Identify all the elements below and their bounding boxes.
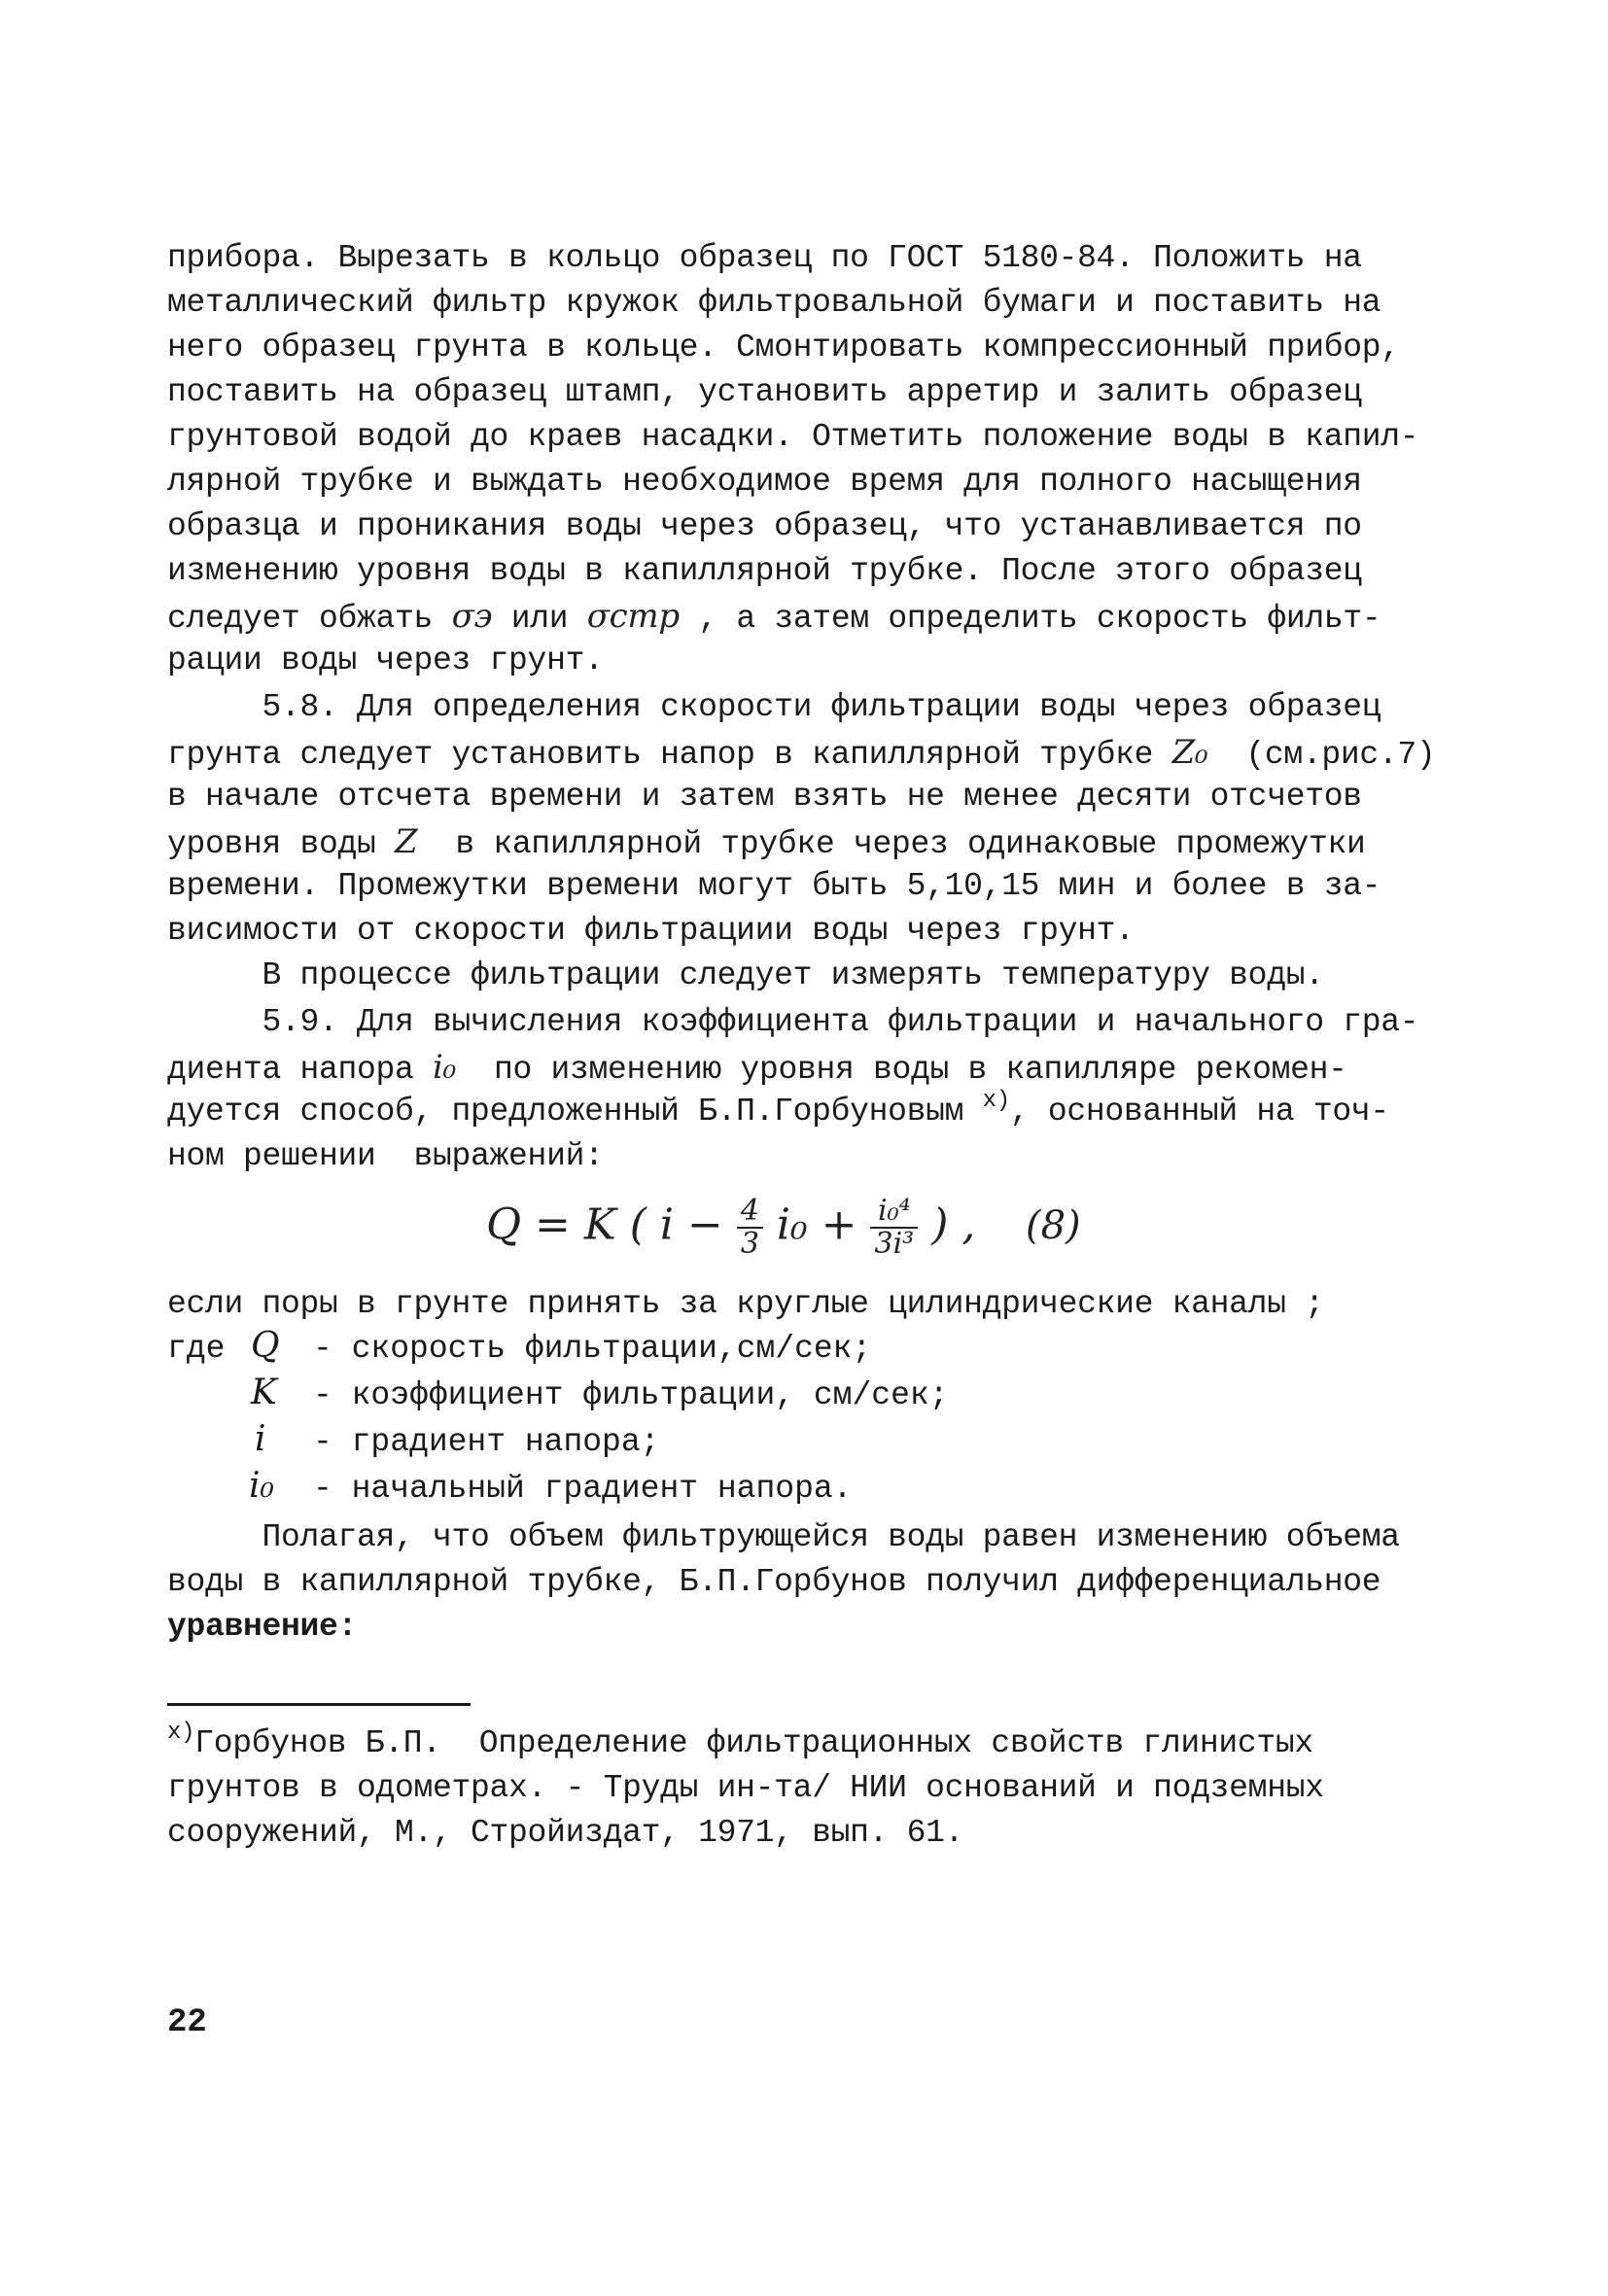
text-line: образца и проникания воды через образец, что устанавливается по <box>167 508 1362 544</box>
text-line-with-symbols: грунта следует установить напор в капиллярной трубке Z₀ (см.рис.7) <box>167 733 1436 773</box>
where-label: где <box>167 1331 226 1367</box>
footnote-line: $^{x)}$Горбунов Б.П. Определение фильтрационных свойств глинистых <box>167 1720 1313 1761</box>
text-line: изменению уровня воды в капиллярной трубке. После этого образец <box>167 553 1362 589</box>
sigma-e-symbol: σэ <box>451 597 493 636</box>
text-line: Полагая, что объем фильтрующейся воды равен изменению объема <box>167 1519 1400 1555</box>
legend-text: - градиент напора; <box>313 1424 660 1460</box>
legend-symbol-i: i <box>255 1419 266 1459</box>
footnote-line: сооружений, М., Стройиздат, 1971, вып. 61. <box>167 1815 964 1851</box>
text-line: В процессе фильтрации следует измерять температуру воды. <box>167 957 1324 993</box>
footnote-line: грунтов в одометрах. - Труды ин-та/ НИИ оснований и подземных <box>167 1770 1324 1806</box>
legend-symbol-i0: i₀ <box>249 1466 274 1506</box>
section-5-8-line: 5.8. Для определения скорости фильтрации воды через образец <box>167 689 1381 725</box>
text-line: прибора. Вырезать в кольцо образец по ГОСТ 5180-84. Положить на <box>167 240 1362 276</box>
text-line: висимости от скорости фильтрациии воды через грунт. <box>167 913 1135 949</box>
text-line: воды в капиллярной трубке, Б.П.Горбунов получил дифференциальное <box>167 1564 1381 1600</box>
text-line: лярной трубке и выждать необходимое время для полного насыщения <box>167 464 1362 500</box>
text-line: времени. Промежутки времени могут быть 5,10,15 мин и более в за- <box>167 868 1381 904</box>
legend-text: - начальный градиент напора. <box>313 1471 853 1507</box>
z-symbol: Z <box>395 822 418 861</box>
z0-symbol: Z₀ <box>1171 733 1208 772</box>
legend-symbol-q: Q <box>251 1326 280 1366</box>
footnote-mark: x) <box>982 1088 1010 1114</box>
text-line: рации воды через грунт. <box>167 643 604 678</box>
equation-8: Q = K ( i − $\frac{4}{3}$ i₀ + $\frac{\text{i₀⁴}}{\text{3i³}}$ ) , <box>486 1194 976 1261</box>
text-line: грунтовой водой до краев насадки. Отметить положение воды в капил- <box>167 419 1419 455</box>
text-line: уравнение: <box>167 1609 358 1645</box>
equation-number: (8) <box>1026 1203 1081 1248</box>
fraction-4-3: $\frac{4}{3}$ <box>737 1196 763 1260</box>
text-line-with-footnote-mark: дуется способ, предложенный Б.П.Горбуновым $^{x)}$, основанный на точ- <box>167 1088 1389 1130</box>
text-line-with-symbols: следует обжать σэ или σстр , а затем определить скорость фильт- <box>167 597 1381 637</box>
page-number: 22 <box>167 2004 207 2041</box>
text-line: поставить на образец штамп, установить арретир и залить образец <box>167 374 1362 410</box>
legend-text: - скорость фильтрации,см/сек; <box>313 1331 872 1367</box>
text-line: металлический фильтр кружок фильтровальной бумаги и поставить на <box>167 285 1381 321</box>
i0-symbol: i₀ <box>433 1048 456 1087</box>
footnote-mark: x) <box>167 1720 195 1746</box>
text-line-with-symbols: диента напора i₀ по изменению уровня воды в капилляре рекомен- <box>167 1048 1347 1088</box>
text-line: в начале отсчета времени и затем взять не менее десяти отсчетов <box>167 779 1362 815</box>
fraction-i0-3i3: $\frac{\text{i₀⁴}}{\text{3i³}}$ <box>870 1196 918 1260</box>
text-line-with-symbols: уровня воды Z в капиллярной трубке через одинаковые промежутки <box>167 822 1366 862</box>
footnote-separator <box>167 1703 471 1706</box>
legend-symbol-k: K <box>251 1373 277 1412</box>
text-line: если поры в грунте принять за круглые цилиндрические каналы ; <box>167 1286 1324 1322</box>
section-5-9-line: 5.9. Для вычисления коэффициента фильтрации и начального гра- <box>167 1004 1419 1040</box>
sigma-str-symbol: σстр <box>586 597 680 636</box>
text-line: ном решении выражений: <box>167 1138 604 1174</box>
legend-text: - коэффициент фильтрации, см/сек; <box>313 1377 949 1413</box>
text-line: него образец грунта в кольце. Смонтировать компрессионный прибор, <box>167 330 1400 365</box>
